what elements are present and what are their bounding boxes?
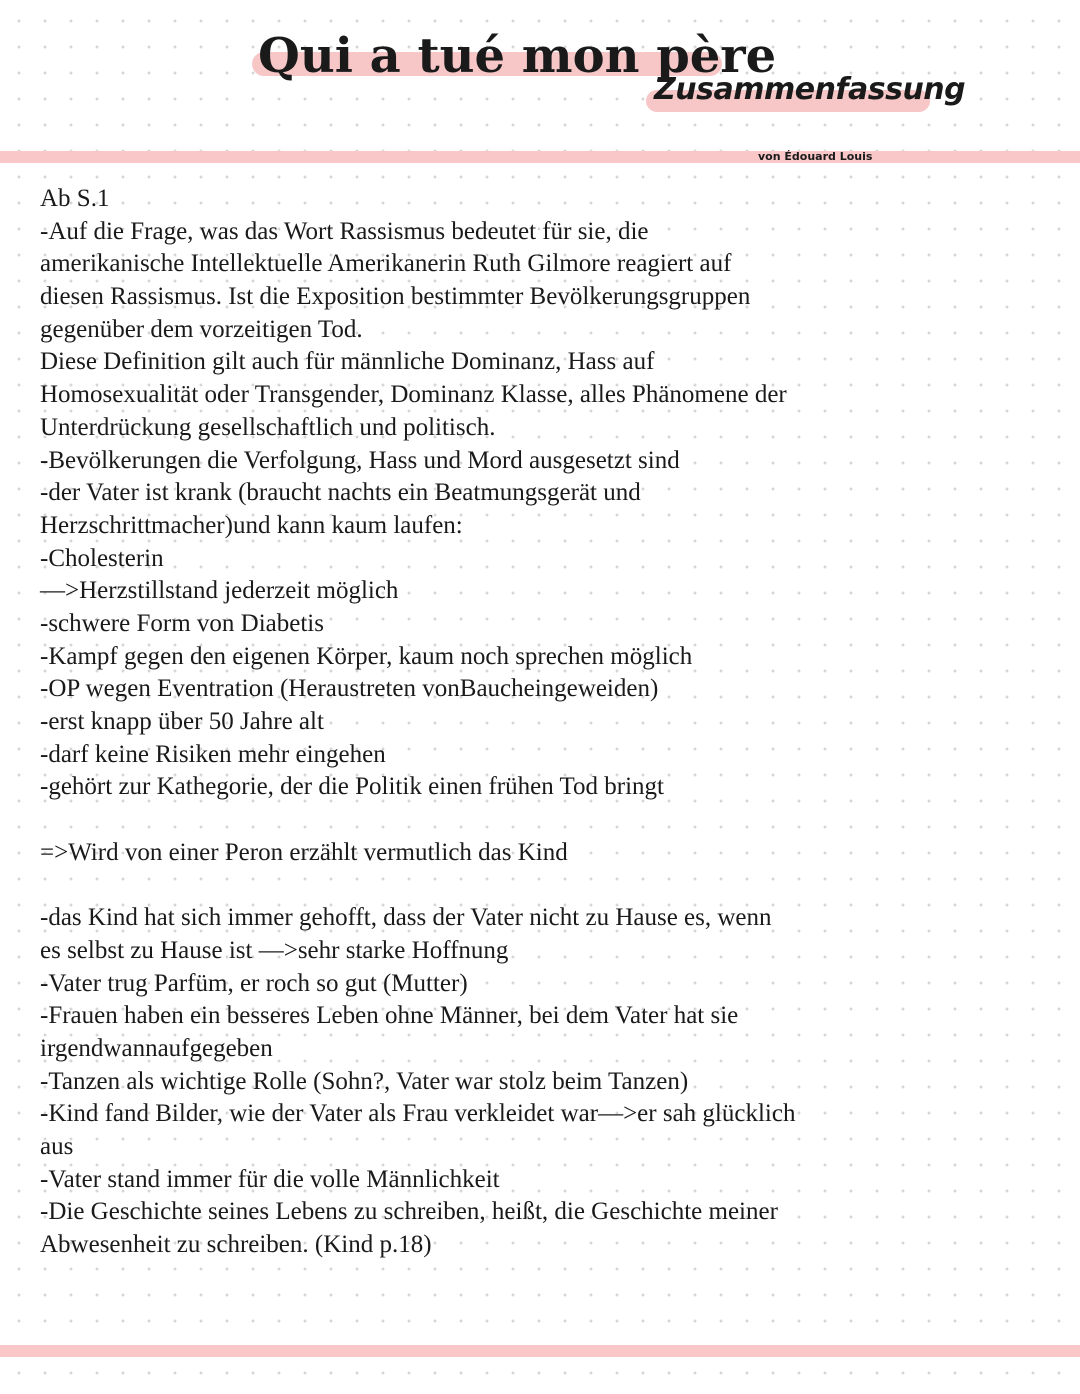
note-line: es selbst zu Hause ist —>sehr starke Hoffnung — [40, 936, 509, 964]
document-title: Qui a tué mon père — [258, 28, 777, 84]
footer-divider-stripe — [0, 1345, 1080, 1357]
note-line: -Tanzen als wichtige Rolle (Sohn?, Vater war stolz beim Tanzen) — [40, 1067, 689, 1095]
note-line: -Vater stand immer für die volle Männlichkeit — [40, 1165, 500, 1193]
note-line: aus — [40, 1132, 74, 1160]
note-line: -Kampf gegen den eigenen Körper, kaum noch sprechen möglich — [40, 642, 693, 670]
document-subtitle: Zusammenfassung — [654, 72, 966, 107]
note-line: Homosexualität oder Transgender, Dominanz Klasse, alles Phänomene der — [40, 381, 787, 409]
document-header — [0, 0, 1080, 170]
note-line: -Kind fand Bilder, wie der Vater als Frau verkleidet war—>er sah glücklich — [40, 1100, 796, 1128]
note-line: -Die Geschichte seines Lebens zu schreiben, heißt, die Geschichte meiner — [40, 1198, 778, 1226]
note-line: Unterdrückung gesellschaftlich und politisch. — [40, 413, 496, 441]
note-line: -erst knapp über 50 Jahre alt — [40, 708, 324, 735]
note-line: Diese Definition gilt auch für männliche Dominanz, Hass auf — [40, 348, 655, 376]
note-line: Ab S.1 — [40, 185, 110, 212]
author-credit: von Édouard Louis — [758, 150, 873, 163]
note-line: irgendwannaufgegeben — [40, 1034, 273, 1062]
note-line: -das Kind hat sich immer gehofft, dass der Vater nicht zu Hause es, wenn — [40, 904, 772, 932]
note-line: Herzschrittmacher)und kann kaum laufen: — [40, 511, 463, 539]
note-line: =>Wird von einer Peron erzählt vermutlich das Kind — [40, 838, 568, 866]
note-line: -Cholesterin — [40, 544, 164, 572]
note-line: -gehört zur Kathegorie, der die Politik einen frühen Tod bringt — [40, 773, 664, 801]
note-line: -Vater trug Parfüm, er roch so gut (Mutter) — [40, 969, 468, 997]
note-line: -Frauen haben ein besseres Leben ohne Männer, bei dem Vater hat sie — [40, 1002, 739, 1030]
note-line: —>Herzstillstand jederzeit möglich — [40, 577, 399, 605]
note-line: -Bevölkerungen die Verfolgung, Hass und Mord ausgesetzt sind — [40, 446, 680, 474]
note-line: -darf keine Risiken mehr eingehen — [40, 740, 386, 768]
header-divider-stripe — [0, 151, 1080, 163]
notes-body — [40, 183, 1050, 1262]
note-line: diesen Rassismus. Ist die Exposition bestimmter Bevölkerungsgruppen — [40, 283, 751, 311]
note-line: -Auf die Frage, was das Wort Rassismus bedeutet für sie, die — [40, 217, 649, 245]
blank-line — [40, 869, 1050, 902]
note-line: -OP wegen Eventration (Heraustreten vonBaucheingeweiden) — [40, 675, 659, 703]
note-line: amerikanische Intellektuelle Amerikanerin Ruth Gilmore reagiert auf — [40, 250, 732, 278]
blank-line — [40, 804, 1050, 837]
note-line: -der Vater ist krank (braucht nachts ein Beatmungsgerät und — [40, 479, 641, 507]
note-line: -schwere Form von Diabetis — [40, 609, 324, 637]
note-line: Abwesenheit zu schreiben. (Kind p.18) — [40, 1231, 432, 1258]
note-line: gegenüber dem vorzeitigen Tod. — [40, 315, 363, 343]
